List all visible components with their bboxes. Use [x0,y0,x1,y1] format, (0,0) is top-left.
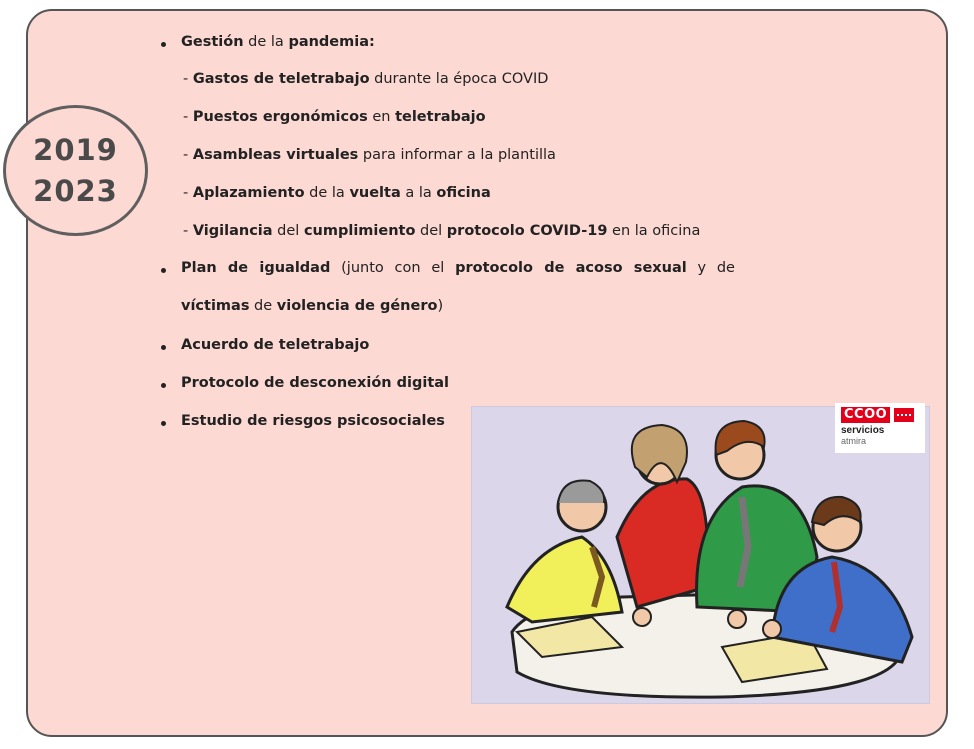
list-item-plan-igualdad [181,260,735,276]
year-start: 2019 [33,132,118,167]
list-item-acuerdo-teletrabajo [181,337,369,353]
text-segment: a la [400,185,437,201]
list-item-plan-igualdad-cont [181,298,443,314]
text-segment: violencia de género [276,298,438,314]
text-segment: Aplazamiento [192,185,305,201]
list-item-desconexion-digital [181,375,449,391]
bullet-dot-icon [161,42,166,47]
bullet-dot-icon [161,421,166,426]
bullet-dot-icon [161,345,166,350]
text-segment: oficina [436,185,491,201]
text-segment: de [249,298,277,314]
madrid-flag-icon [894,408,914,422]
year-end: 2023 [33,173,118,208]
text-segment: Estudio de riesgos psicosociales [181,413,445,429]
text-segment: Acuerdo de teletrabajo [181,337,370,353]
list-item-gestion-pandemia [181,34,375,50]
text-segment: Gastos de teletrabajo [192,71,370,87]
logo-line2: atmira [841,436,867,446]
list-item-riesgos-psicosociales [181,413,445,429]
text-segment: cumplimiento [303,223,416,239]
logo-brand-text: CCOO [841,407,890,423]
text-segment: - [183,109,193,125]
sub-item-puestos-ergonomicos [183,109,486,125]
text-segment: ) [437,298,444,314]
text-segment: Vigilancia [192,223,273,239]
text-segment: protocolo de acoso sexual [455,260,687,276]
text-segment: Puestos ergonómicos [192,109,368,125]
text-segment: para informar a la plantilla [358,147,556,163]
text-segment: Protocolo de desconexión digital [181,375,450,391]
logo-line1: servicios [841,425,885,436]
years-badge [3,105,148,236]
text-segment: y de [686,260,735,276]
text-segment: víctimas [181,298,250,314]
text-segment: pandemia: [288,34,375,50]
sub-item-gastos-teletrabajo [183,71,548,87]
text-segment: (junto con el [330,260,456,276]
text-segment: en la oficina [607,223,701,239]
text-segment: vuelta [349,185,401,201]
text-segment: de la [304,185,350,201]
sub-item-asambleas-virtuales [183,147,556,163]
text-segment: Gestión [181,34,244,50]
text-segment: - [183,147,193,163]
text-segment: - [183,71,193,87]
text-segment: teletrabajo [395,109,486,125]
text-segment: protocolo COVID-19 [446,223,608,239]
text-segment: del [272,223,304,239]
bullet-dot-icon [161,383,166,388]
bullet-dot-icon [161,268,166,273]
text-segment: Plan de igualdad [181,260,331,276]
sub-item-vigilancia-protocolo [183,223,700,239]
text-segment: de la [243,34,289,50]
text-segment: del [415,223,447,239]
text-segment: en [367,109,396,125]
text-segment: - [183,223,193,239]
text-segment: - [183,185,193,201]
sub-item-aplazamiento-vuelta [183,185,491,201]
text-segment: Asambleas virtuales [192,147,359,163]
ccoo-logo [835,403,925,453]
text-segment: durante la época COVID [369,71,549,87]
